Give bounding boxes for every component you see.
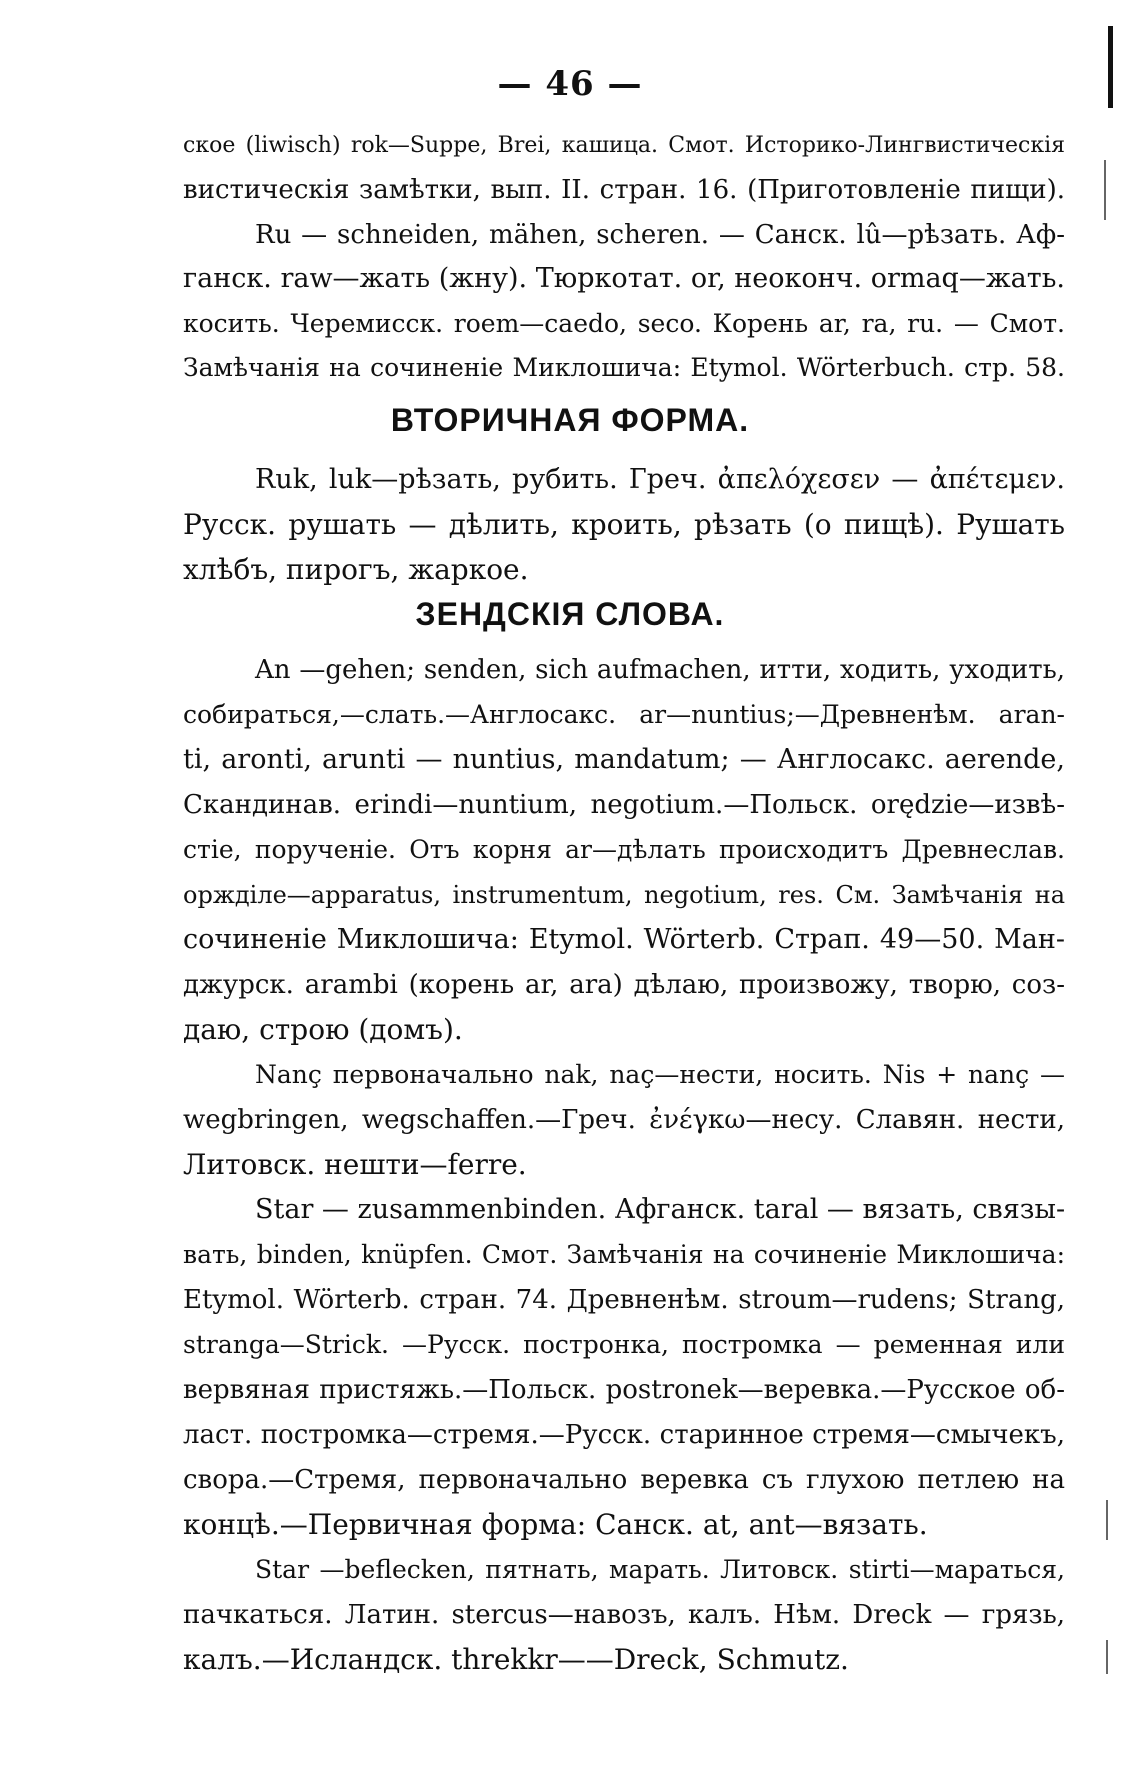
text-line: Ruk, luk—рѣзать, рубить. Греч. ἀπελόχεσεν — ἀπέτεμεν. (255, 464, 1065, 495)
margin-edge-mark (1104, 160, 1106, 220)
text-line: Литовск. нешти—ferre. (183, 1148, 527, 1181)
section-heading: ЗЕНДСКІЯ СЛОВА. (415, 596, 725, 632)
text-line: Etymol. Wörterb. стран. 74. Древненѣм. stroum—rudens; Strang, (183, 1285, 1065, 1315)
text-line: хлѣбъ, пирогъ, жаркое. (183, 553, 529, 586)
text-line: Русск. рушать — дѣлить, кроить, рѣзать (о пищѣ). Рушать (183, 508, 1065, 541)
text-line: Star — zusammenbinden. Афганск. taral — вязать, связы- (255, 1194, 1065, 1225)
margin-edge-mark (1106, 1640, 1108, 1674)
text-line: Скандинав. erindi—nuntium, negotium.—Польск. orędzie—извѣ- (183, 790, 1065, 820)
text-line: косить. Черемисск. roem—caedo, seco. Корень ar, ra, ru. — Смот. (183, 309, 1065, 338)
text-line: Nanç первоначально nak, naç—нести, носить. Nis + nanç — (255, 1060, 1065, 1089)
text-line: даю, строю (домъ). (183, 1013, 463, 1046)
text-line: wegbringen, wegschaffen.—Греч. ἐνέγκω—несу. Славян. нести, (183, 1105, 1065, 1135)
text-line: stranga—Strick. —Русск. постронка, постромка — ременная или (183, 1330, 1065, 1359)
text-line: оржділе—apparatus, instrumentum, negotium, res. См. Замѣчанія на (183, 881, 1065, 909)
text-line: вистическія замѣтки, вып. II. стран. 16. (Приготовленіе пищи). (183, 175, 1065, 205)
text-line: ское (liwisch) rok—Suppe, Brei, кашица. Смот. Историко-Лингвистическія (183, 133, 1065, 158)
text-line: вать, binden, knüpfen. Смот. Замѣчанія на сочиненіе Миклошича: (183, 1240, 1065, 1269)
text-line: пачкаться. Латин. stercus—навозъ, калъ. Нѣм. Dreck — грязь, (183, 1600, 1065, 1630)
section-heading: ВТОРИЧНАЯ ФОРМА. (390, 402, 750, 438)
text-line: ганск. raw—жать (жну). Тюркотат. or, неоконч. ormaq—жать. (183, 263, 1065, 294)
text-line: Star —beflecken, пятнать, марать. Литовск. stirti—мараться, (255, 1555, 1065, 1584)
text-line: Ru — schneiden, mähen, scheren. — Санск. lû—рѣзать. Аф- (255, 220, 1065, 250)
margin-edge-mark (1106, 1500, 1108, 1540)
text-line: вервяная пристяжь.—Польск. postronek—веревка.—Русское об- (183, 1375, 1065, 1405)
text-line: собираться,—слать.—Англосакс. ar—nuntius;—Древненѣм. aran- (183, 700, 1065, 729)
page-number: — 46 — (497, 64, 643, 104)
text-line: джурск. arambi (корень ar, ara) дѣлаю, произвожу, творю, соз- (183, 970, 1065, 1000)
text-line: ласт. постромка—стремя.—Русск. старинное стремя—смычекъ, (183, 1420, 1065, 1450)
text-line: калъ.—Исландск. threkkr——Dreck, Schmutz. (183, 1643, 849, 1676)
text-line: An —gehen; senden, sich aufmachen, итти, ходить, уходить, (255, 655, 1065, 685)
text-line: стіе, порученіе. Отъ корня ar—дѣлать происходитъ Древнеслав. (183, 835, 1065, 864)
text-line: свора.—Стремя, первоначально веревка съ глухою петлею на (183, 1465, 1065, 1495)
text-line: ti, aronti, arunti — nuntius, mandatum; — Англосакс. aerende, (183, 744, 1065, 775)
text-line: концѣ.—Первичная форма: Санск. at, ant—вязать. (183, 1508, 928, 1541)
text-line: сочиненіе Миклошича: Etymol. Wörterb. Страп. 49—50. Ман- (183, 924, 1065, 955)
text-line: Замѣчанія на сочиненіе Миклошича: Etymol. Wörterbuch. стр. 58. (183, 353, 1065, 382)
